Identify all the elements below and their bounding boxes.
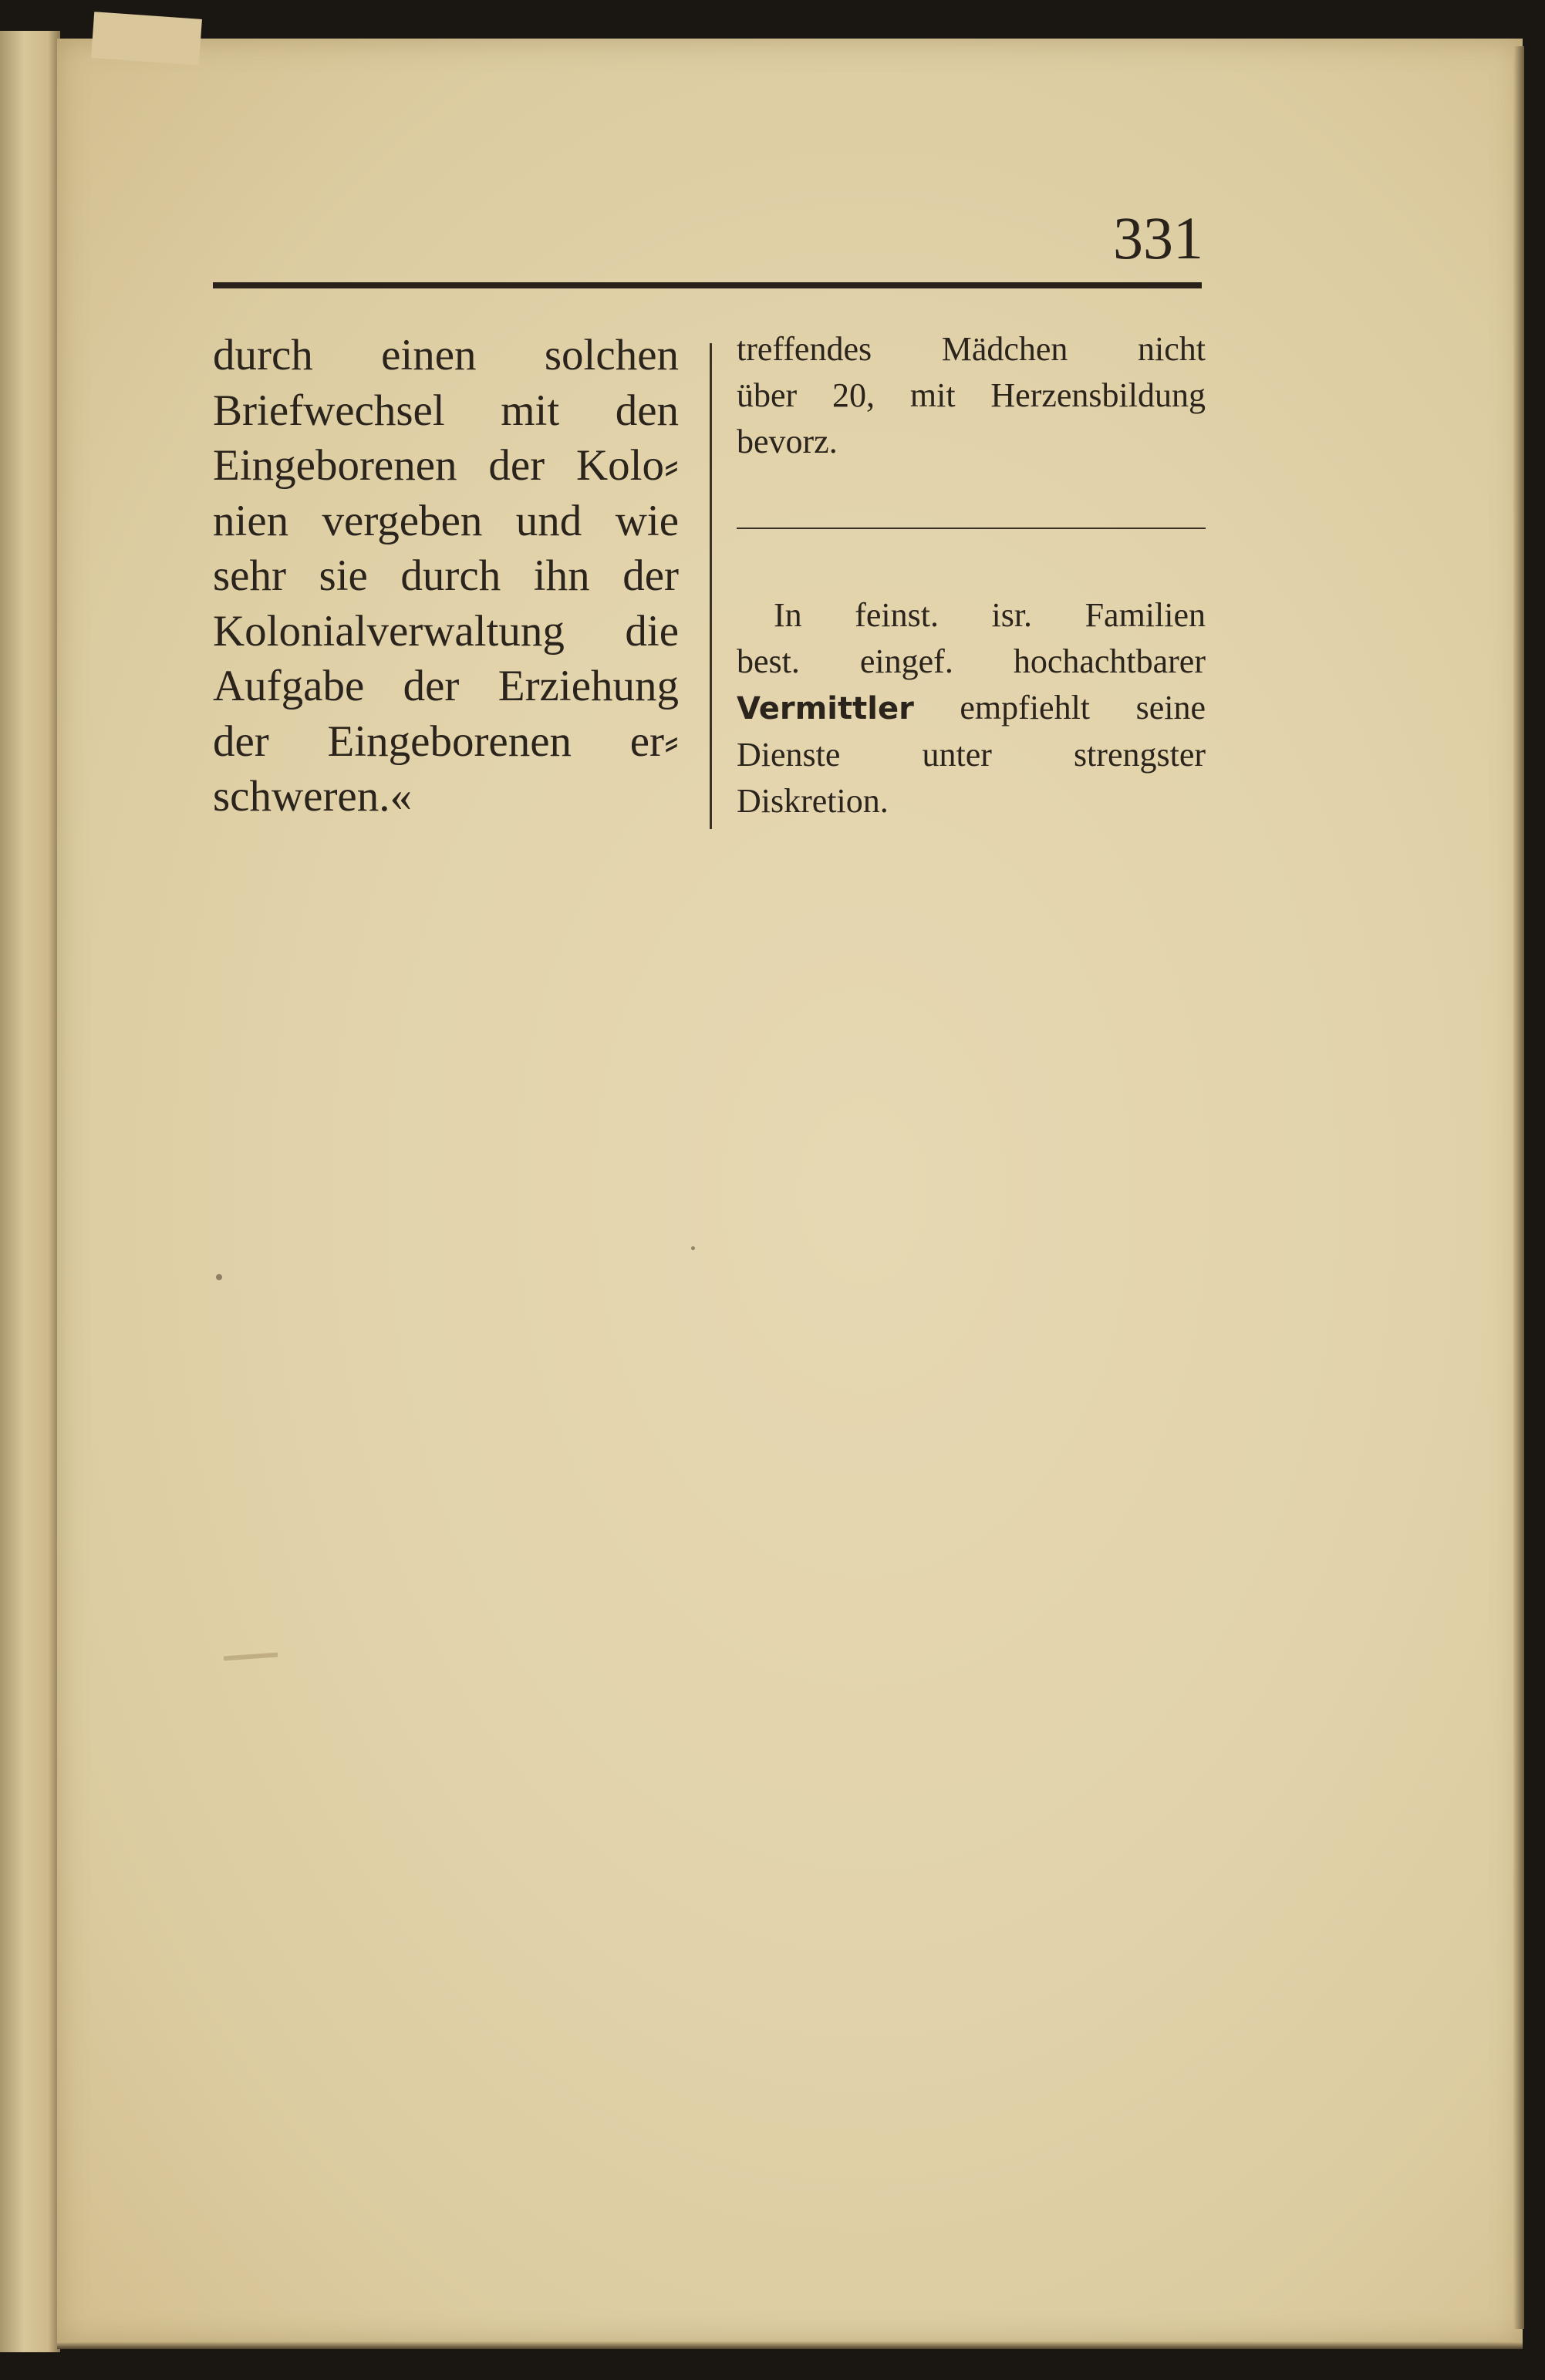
text-line: Aufgabe der Erziehung: [213, 662, 679, 710]
text-line: durch einen solchen: [213, 331, 679, 379]
column-divider: [710, 343, 712, 829]
classified-ad: [737, 592, 1206, 824]
text-line: treffendes Mädchen nicht: [737, 330, 1206, 368]
facing-page-edge: [0, 31, 60, 2352]
text-line: sehr sie durch ihn der: [213, 551, 679, 600]
text-line: schweren.«: [213, 772, 412, 821]
text-line: In feinst. isr. Familien: [774, 596, 1206, 634]
text-fragment: empfiehlt seine: [960, 689, 1206, 726]
text-line: über 20, mit Herzensbildung: [737, 376, 1206, 414]
text-line: bevorz.: [737, 423, 838, 460]
text-line: best. eingef. hochachtbarer: [737, 642, 1206, 680]
text-line: Dienste unter strengster: [737, 736, 1206, 774]
paper-speck: [691, 1246, 695, 1250]
page-right-edge: [1513, 46, 1524, 2329]
header-rule: [213, 282, 1202, 288]
page-bottom-edge: [57, 2341, 1523, 2349]
page-corner-fold: [91, 12, 202, 66]
ad-separator-rule: [737, 528, 1206, 529]
text-line: Briefwechsel mit den: [213, 386, 679, 435]
text-line: nien vergeben und wie: [213, 496, 679, 545]
text-line: Eingeborenen der Kolo⸗: [213, 441, 679, 490]
paper-speck: [216, 1274, 222, 1280]
text-line: Kolonialverwaltung die: [213, 606, 679, 656]
left-column-text: [213, 328, 679, 824]
text-line: der Eingeborenen er⸗: [213, 716, 679, 766]
classified-ad-continued: [737, 326, 1206, 465]
text-line: Diskretion.: [737, 782, 889, 820]
ad-keyword: Vermittler: [737, 691, 914, 726]
text-line: [737, 685, 1206, 732]
page-number: 331: [1113, 204, 1203, 271]
